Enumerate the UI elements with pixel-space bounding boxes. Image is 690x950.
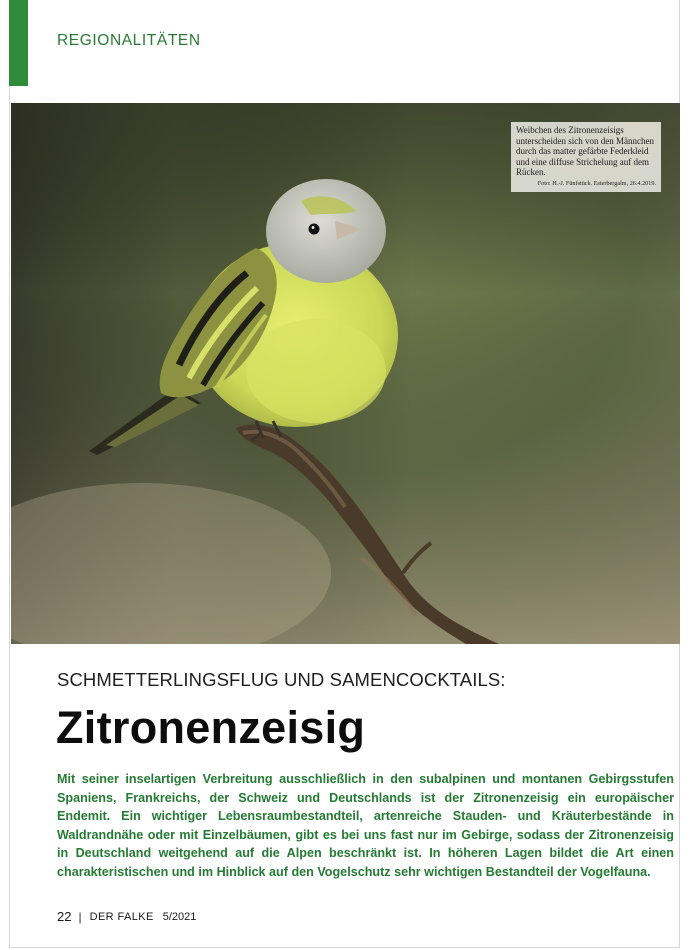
section-label: REGIONALITÄTEN [57, 32, 201, 49]
photo-caption [511, 122, 661, 192]
article-lead: Mit seiner inselartigen Verbreitung ausschließlich in den subalpinen und montanen Gebirgsstufen Spaniens, Frankreichs, der Schweiz und Deutschlands ist der Zitronenzeisig ein europäischer Endemit. Ein wichtiger Lebensraumbestandteil, artenreiche Stauden- und Kräuterbestände in Waldrandnähe oder mit Einzelbäumen, gibt es bei uns fast nur im Gebirge, sodass der Zitronenzeisig in Deutschland weitgehend auf die Alpen beschränkt ist. In höheren Lagen bildet die Art einen charakteristischen und im Hinblick auf den Vogelschutz sehr wichtigen Bestandteil der Vogelfauna. [57, 772, 674, 879]
issue-number: 5/2021 [162, 910, 197, 923]
page-footer [57, 909, 196, 924]
article-kicker: SCHMETTERLINGSFLUG UND SAMENCOCKTAILS: [57, 669, 506, 690]
footer-separator: | [78, 909, 82, 924]
photo-credit: Foto: H.-J. Fünfstück. Esterbergalm, 26.4.2019. [537, 179, 656, 187]
magazine-name: DER FALKE [89, 910, 154, 923]
article-title: Zitronenzeisig [56, 702, 366, 753]
caption-text: Weibchen des Zitronenzeisigs unterscheiden sich von den Männchen durch das matter gefärbte Federkleid und eine diffuse Strichelung auf dem Rücken. [516, 125, 654, 177]
section-color-bar [9, 0, 28, 86]
page-number: 22 [57, 909, 72, 924]
